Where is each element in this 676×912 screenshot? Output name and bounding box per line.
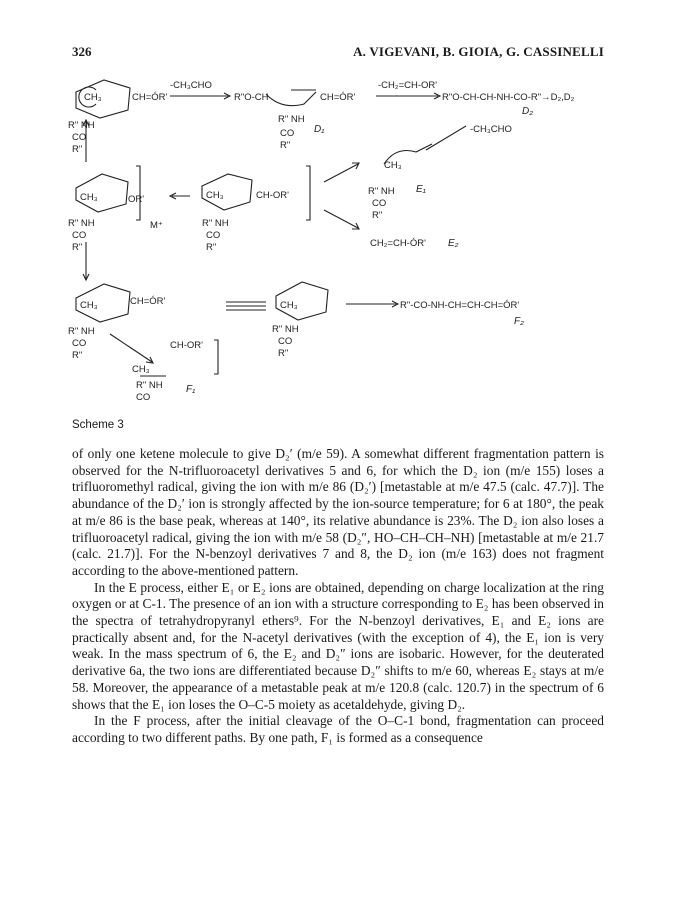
r-label-1: R"	[72, 144, 83, 155]
f2-formula: R"-CO-NH-CH=CH-CH=ÓR'	[400, 300, 520, 311]
loss-vinyl-ether: -CH₂=CH-OR'	[378, 80, 438, 91]
ch-or-mid-top: CH=ÓR'	[320, 92, 356, 103]
f1-label: F₁	[186, 384, 196, 395]
scheme-drawing	[66, 70, 626, 410]
nh-label-mid: R" NH	[278, 114, 305, 125]
d1-label: D₁	[314, 124, 325, 135]
co-row3-right: CO	[278, 336, 293, 347]
r-label-mid: R"	[280, 140, 291, 151]
ch-ch2-bottom: CH₃	[132, 364, 150, 375]
ro-ch-label: R"O-CH	[234, 92, 269, 103]
f2-label: F₂	[514, 316, 524, 327]
rnh-row2-left: R" NH	[68, 218, 95, 229]
paragraph-3: In the F process, after the initial cleavage of the O–C-1 bond, fragmentation can proceed according to two different paths. By one path, F₁ is formed as a consequence	[72, 713, 604, 745]
co-e1: CO	[372, 198, 387, 209]
co-row2-left: CO	[72, 230, 87, 241]
e2-label: E₂	[448, 238, 459, 249]
scheme-caption: Scheme 3	[72, 419, 124, 431]
d2-label: D₂	[522, 106, 534, 117]
rnh-row2-mid: R" NH	[202, 218, 229, 229]
ch-or-bottom: CH-OR'	[170, 340, 203, 351]
co-label-1: CO	[72, 132, 87, 143]
co-row3-left: CO	[72, 338, 87, 349]
ch-or-left-label: CH=ÓR'	[132, 92, 168, 103]
ch3-row2-mid: CH₃	[206, 190, 224, 201]
ch3-row3-right: CH₃	[280, 300, 298, 311]
nh-bottom: R" NH	[136, 380, 163, 391]
ch3-row3-left: CH₃	[80, 300, 98, 311]
running-head-authors: A. VIGEVANI, B. GIOIA, G. CASSINELLI	[353, 44, 604, 59]
paragraph-2: In the E process, either E₁ or E₂ ions are obtained, depending on charge localization at the ring oxygen or at C-1. The presence of an ion with a structure corresponding to E₂ has been observed in the spectra of tetrahydropyranyl ethers⁹. For the N-benzoyl derivatives, E₁ and E₂ ions are practically absent and, for the N-acetyl derivatives (with the exception of 4), the E₁ ion is very weak. In the mass spectrum of 6, the E₂ and D₂″ ions are isobaric. However, for the deuterated derivative 6a, the two ions are differentiated because D₂″ shifts to m/e 60, whereas E₂ stays at m/e 58. Moreover, the appearance of a metastable peak at m/e 120.8 (calc. 120.7) in the spectrum of 6 shows that the E₁ ion loses the O–C-5 moiety as acetaldehyde, giving D₂.	[72, 579, 604, 712]
article-body	[72, 446, 604, 747]
r-row2-left: R"	[72, 242, 83, 253]
or-row2-left: OR'	[128, 194, 145, 205]
ch3-label: CH₃	[84, 92, 102, 103]
co-label-mid: CO	[280, 128, 295, 139]
r-row3-left: R"	[72, 350, 83, 361]
ch3-row2-left: CH₃	[80, 192, 98, 203]
loss-acetaldehyde-top: -CH₃CHO	[170, 80, 212, 91]
paragraph-1: of only one ketene molecule to give D₂′ (m/e 59). A somewhat different fragmentation pattern is observed for the N-trifluoroacetyl derivatives 5 and 6, for which the D₂ ion (m/e 155) loses a trifluoromethyl radical, giving the ion with m/e 86 (D₂′) [metastable at m/e 47.5 (calc. 47.7)]. The abundance of the D₂′ ion is strongly affected by the ion-source temperature; for 6 at 180°, the peak at m/e 86 is the base peak, whereas at 140°, its relative abundance is 23%. The D₂ ion also loses a trifluoroacetyl radical, giving the ion with m/e 58 (D₂″, HO–CH–CH–NH) [metastable at m/e 21.7 (calc. 21.7)]. For the N-benzoyl derivatives 7 and 8, the D₂ ion (m/e 163) does not fragment according to the above-mentioned pattern.	[72, 446, 604, 578]
m-plus-label: M⁺	[150, 220, 163, 231]
r-e1: R"	[372, 210, 383, 221]
co-bottom: CO	[136, 392, 151, 403]
ch3-e1: CH₃	[384, 160, 402, 171]
e1-label: E₁	[416, 184, 426, 195]
ch-or-row3-left: CH=ÓR'	[130, 296, 166, 307]
loss-acetaldehyde-right: -CH₃CHO	[470, 124, 512, 135]
ion-top-right: R"O-CH-CH-NH-CO-R"→D₂,D₂	[442, 92, 575, 103]
page-number: 326	[72, 44, 92, 59]
reaction-scheme	[66, 70, 626, 410]
e2-formula: CH₂=CH-ÓR'	[370, 238, 426, 249]
r-row2-mid: R"	[206, 242, 217, 253]
rnh-row3-left: R" NH	[68, 326, 95, 337]
rnh-e1: R" NH	[368, 186, 395, 197]
ch-or-row2-mid: CH-OR'	[256, 190, 289, 201]
rnh-label-1: R" NH	[68, 120, 95, 131]
page-header	[72, 44, 604, 64]
rnh-row3-right: R" NH	[272, 324, 299, 335]
co-row2-mid: CO	[206, 230, 221, 241]
r-row3-right: R"	[278, 348, 289, 359]
